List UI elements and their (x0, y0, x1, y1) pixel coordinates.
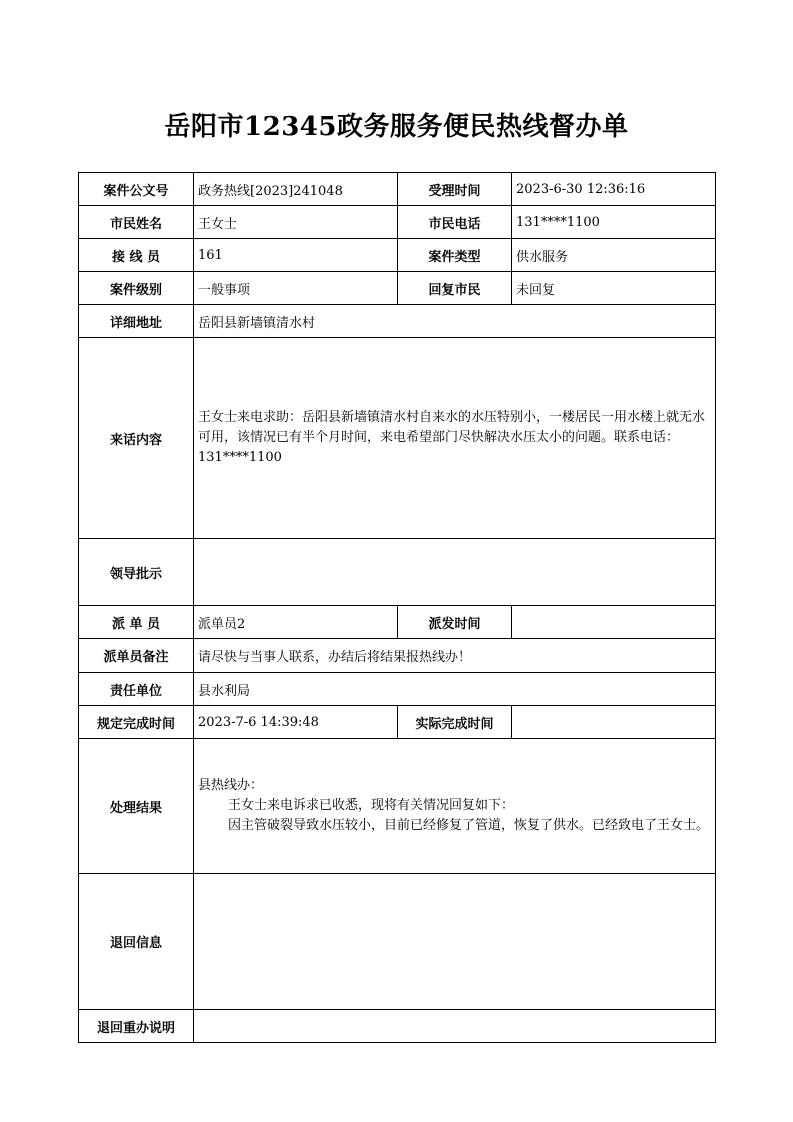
leader-instruction-value (194, 539, 716, 606)
reply-citizen-value: 未回复 (512, 272, 716, 305)
result-line-1: 县热线办： (198, 778, 264, 793)
citizen-name-value: 王女士 (194, 206, 398, 239)
return-redo-note-label: 退回重办说明 (79, 1010, 194, 1043)
return-redo-note-value (194, 1010, 716, 1043)
case-level-label: 案件级别 (79, 272, 194, 305)
citizen-name-label: 市民姓名 (79, 206, 194, 239)
responsible-unit-label: 责任单位 (79, 673, 194, 706)
result-line-3: 因主管破裂导致水压较小，目前已经修复了管道，恢复了供水。已经致电了王女士。 (228, 818, 710, 833)
operator-label: 接 线 员 (79, 239, 194, 272)
dispatcher-note-label: 派单员备注 (79, 639, 194, 673)
deadline-value: 2023-7-6 14:39:48 (194, 706, 398, 739)
page-title: 岳阳市12345政务服务便民热线督办单 (164, 112, 629, 142)
dispatcher-note-value: 请尽快与当事人联系，办结后将结果报热线办！ (194, 639, 716, 673)
case-no-value: 政务热线[2023]241048 (194, 173, 398, 206)
citizen-phone-label: 市民电话 (398, 206, 512, 239)
deadline-label: 规定完成时间 (79, 706, 194, 739)
reply-citizen-label: 回复市民 (398, 272, 512, 305)
citizen-phone-value: 131****1100 (512, 206, 716, 239)
accept-time-value: 2023-6-30 12:36:16 (512, 173, 716, 206)
responsible-unit-value: 县水利局 (194, 673, 716, 706)
address-label: 详细地址 (79, 305, 194, 338)
case-level-value: 一般事项 (194, 272, 398, 305)
case-type-label: 案件类型 (398, 239, 512, 272)
accept-time-label: 受理时间 (398, 173, 512, 206)
operator-value: 161 (194, 239, 398, 272)
supervision-form (78, 172, 716, 1043)
call-content-value: 王女士来电求助：岳阳县新墙镇清水村自来水的水压特别小，一楼居民一用水楼上就无水可用，该情况已有半个月时间，来电希望部门尽快解决水压太小的问题。联系电话：131****1100 (194, 338, 716, 539)
result-line-2: 王女士来电诉求已收悉，现将有关情况回复如下： (228, 798, 515, 813)
address-value: 岳阳县新墙镇清水村 (194, 305, 716, 338)
actual-completion-label: 实际完成时间 (398, 706, 512, 739)
case-no-label: 案件公文号 (79, 173, 194, 206)
return-info-value (194, 874, 716, 1010)
dispatch-time-label: 派发时间 (398, 606, 512, 639)
actual-completion-value (512, 706, 716, 739)
leader-instruction-label: 领导批示 (79, 539, 194, 606)
dispatch-time-value (512, 606, 716, 639)
dispatcher-value: 派单员2 (194, 606, 398, 639)
dispatcher-label: 派 单 员 (79, 606, 194, 639)
call-content-label: 来话内容 (79, 338, 194, 539)
result-value (194, 739, 716, 874)
result-label: 处理结果 (79, 739, 194, 874)
return-info-label: 退回信息 (79, 874, 194, 1010)
case-type-value: 供水服务 (512, 239, 716, 272)
